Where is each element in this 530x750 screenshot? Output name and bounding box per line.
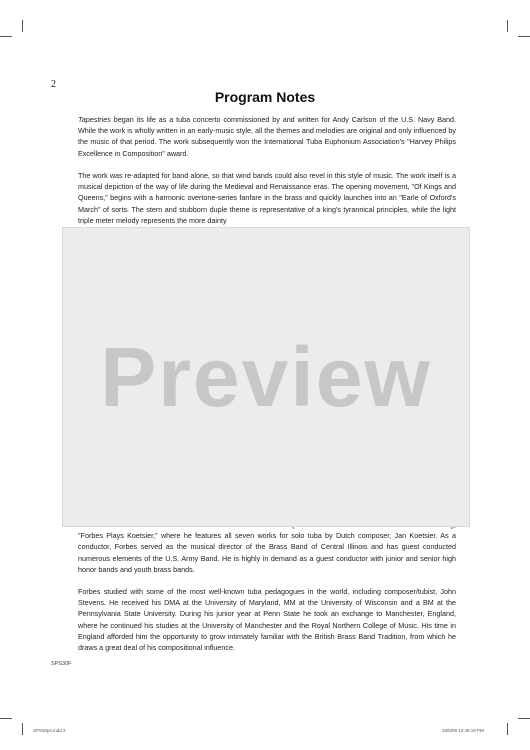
print-slug-date: 10/5/09 12:45:19 PM xyxy=(442,728,484,733)
page-number: 2 xyxy=(51,79,56,90)
work-title: Tapestries xyxy=(78,115,111,124)
crop-mark xyxy=(0,36,12,37)
crop-mark xyxy=(518,718,530,719)
paragraph-education: Forbes studied with some of the most well-known tuba pedagogues in the world, including composer/tubist, John Stevens. He received his DMA at the University of Maryland, MM at the University of Wisconsin and a BM at the Pennsylvania State University. During his junior year at Penn State he took an exchange to Manchester, England, where he continued his studies at the University of Manchester and the Royal Northern College of Music. His time in England afforded him the opportunity to grow intimately familiar with the British Brass Band Tradition, from which he draws a great deal of his compositional influence. xyxy=(78,587,456,653)
crop-mark xyxy=(22,723,23,735)
page-title: Program Notes xyxy=(214,89,316,105)
crop-mark xyxy=(0,718,12,719)
crop-mark xyxy=(22,20,23,32)
catalog-code: SPS30F xyxy=(51,661,72,667)
crop-mark xyxy=(507,20,508,32)
paragraph-intro xyxy=(78,114,456,159)
paragraph-intro-text: began its life as a tuba concerto commissioned by and written for Andy Carlson of the U.S. Navy Band. While the work is wholly written in an early-music style, all the themes and melodies are original and only influenced by the music of that period. The work subsequently won the International Tuba Euphonium Association's "Harvey Philips Excellence in Composition" award. xyxy=(78,115,456,158)
crop-mark xyxy=(507,723,508,735)
paragraph-adaptation: The work was re-adapted for band alone, so that wind bands could also revel in this style of music. The work itself is a musical depiction of the way of life during the Medieval and Renaissance eras. The opening movement, "Of Kings and Queens," begins with a harmonic overtone-series fanfare in the brass and quickly launches into an "Earle of Oxford's March" of sorts. The stern and stubborn duple theme is representative of a king's tyrannical principles, while the light triple meter melody represents the more dainty xyxy=(78,171,456,225)
preview-overlay xyxy=(62,227,470,527)
paragraph-recordings: "Forbes Plays Koetsier," where he features all seven works for solo tuba by Dutch composer, Jan Koetsier. As a conductor, Forbes served as the musical director of the Brass Band of Central Illinois and has guest conducted numerous elements of the U.S. Army Band. He is highly in demand as a guest conductor with junior and senior high honor bands and youth brass bands. xyxy=(78,531,456,574)
print-slug-file: SPS30pn.indd 2 xyxy=(33,728,66,733)
preview-watermark: Preview xyxy=(100,329,432,424)
crop-mark xyxy=(518,36,530,37)
